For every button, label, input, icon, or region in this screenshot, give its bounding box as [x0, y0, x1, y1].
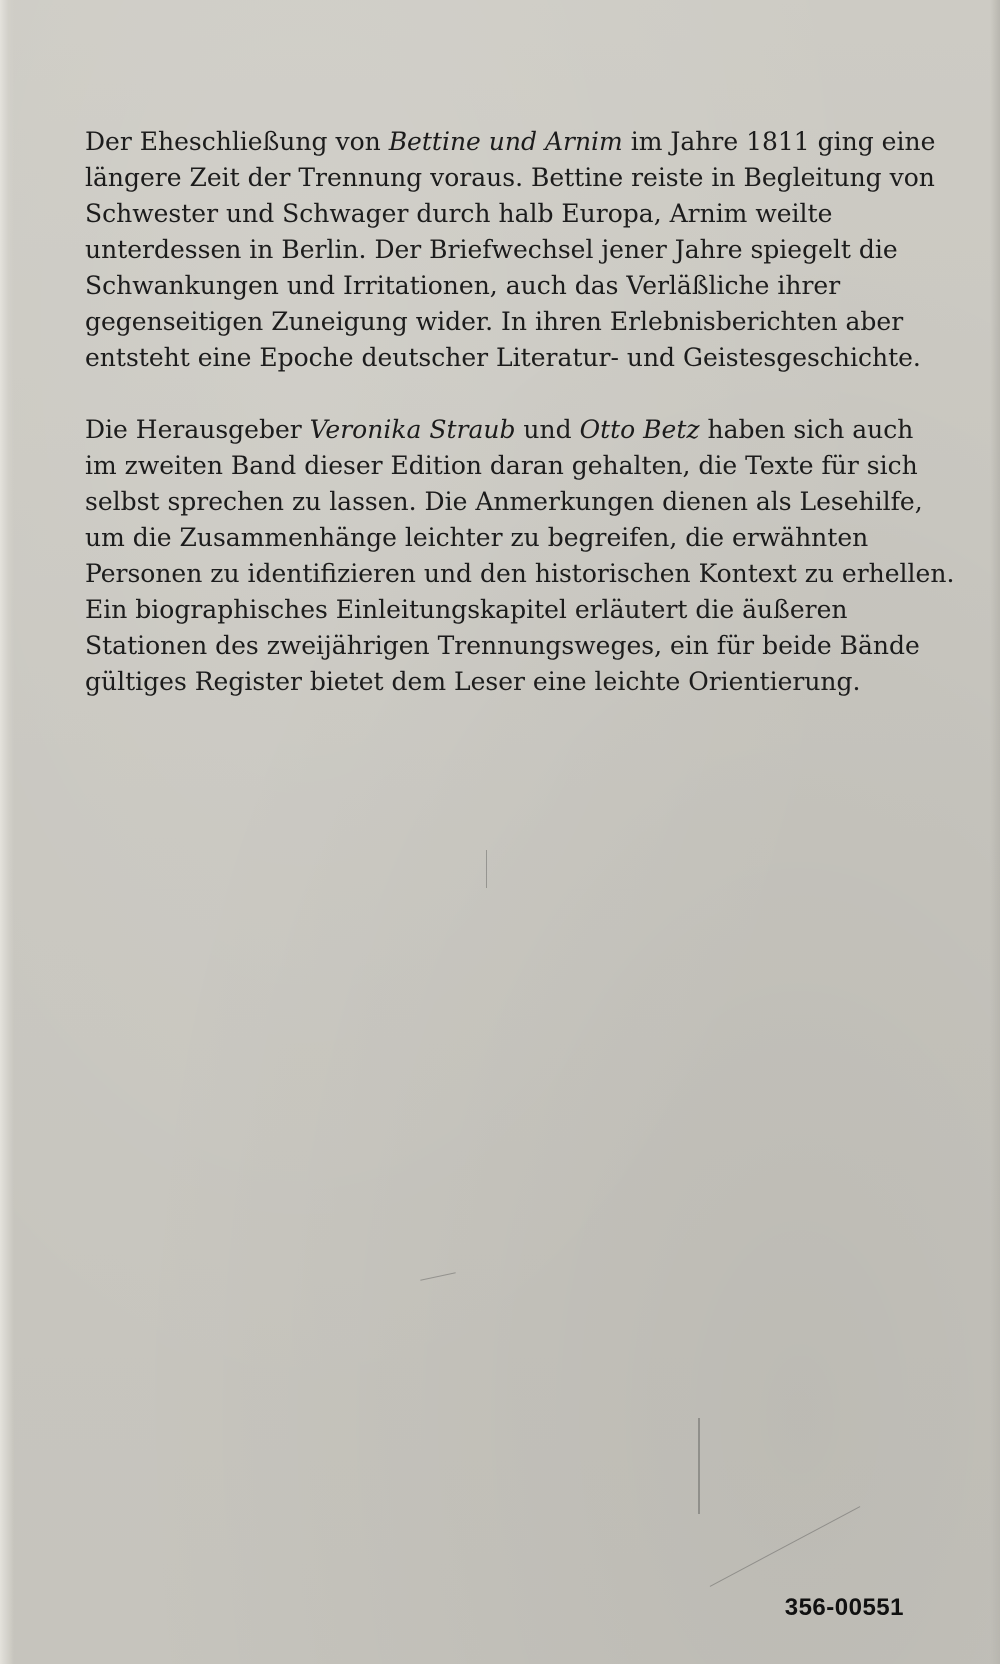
blurb-line: [85, 628, 921, 664]
text-run: Schwankungen und Irritationen, auch das Verläßliche ihrer: [85, 271, 841, 300]
text-run: selbst sprechen zu lassen. Die Anmerkungen dienen als Lesehilfe,: [85, 487, 923, 516]
cover-left-edge: [0, 0, 14, 1664]
scratch-mark: [486, 850, 487, 888]
blurb-line: [85, 412, 921, 448]
blurb-line: [85, 484, 921, 520]
blurb-text: [85, 124, 955, 736]
text-run: Stationen des zweijährigen Trennungsweges, ein für beide Bände: [85, 631, 920, 660]
text-run: gegenseitigen Zuneigung wider. In ihren Erlebnisberichten aber: [85, 307, 904, 336]
text-run: Ein biographisches Einleitungskapitel erläutert die äußeren: [85, 595, 848, 624]
text-run: Der Eheschließung von: [85, 127, 389, 156]
text-run: Schwester und Schwager durch halb Europa, Arnim weilte: [85, 199, 833, 228]
text-run: unterdessen in Berlin. Der Briefwechsel jener Jahre spiegelt die: [85, 235, 898, 264]
text-run: im Jahre 1811 ging eine: [622, 127, 936, 156]
text-run: gültiges Register bietet dem Leser eine leichte Orientierung.: [85, 667, 861, 696]
blurb-line: [85, 664, 921, 700]
text-run: um die Zusammenhänge leichter zu begreifen, die erwähnten: [85, 523, 869, 552]
text-run: entsteht eine Epoche deutscher Literatur- und Geistesgeschichte.: [85, 343, 921, 372]
blurb-line: [85, 448, 921, 484]
blurb-line: [85, 556, 955, 592]
blurb-line: [85, 196, 921, 232]
blurb-line: [85, 340, 921, 376]
blurb-line: [85, 268, 921, 304]
blurb-paragraph-2: [85, 412, 955, 700]
blurb-line: [85, 304, 921, 340]
italic-name: Veronika Straub: [309, 415, 516, 444]
italic-name: Bettine und Arnim: [388, 127, 623, 156]
cover-right-edge: [990, 0, 1000, 1664]
blurb-paragraph-1: [85, 124, 936, 376]
isbn-number: 356-00551: [784, 1594, 904, 1621]
text-run: haben sich auch: [699, 415, 914, 444]
text-run: im zweiten Band dieser Edition daran gehalten, die Texte für sich: [85, 451, 918, 480]
scratch-mark: [698, 1418, 700, 1514]
text-run: Personen zu identifizieren und den historischen Kontext zu erhellen.: [85, 559, 955, 588]
text-run: und: [515, 415, 580, 444]
blurb-line: [85, 232, 921, 268]
blurb-line: [85, 592, 921, 628]
text-run: Die Herausgeber: [85, 415, 310, 444]
italic-name: Otto Betz: [579, 415, 700, 444]
scratch-mark: [420, 1272, 455, 1280]
blurb-line: [85, 160, 935, 196]
scratch-mark: [710, 1506, 861, 1587]
blurb-line: [85, 124, 936, 160]
text-run: längere Zeit der Trennung voraus. Bettine reiste in Begleitung von: [85, 163, 935, 192]
blurb-line: [85, 520, 921, 556]
